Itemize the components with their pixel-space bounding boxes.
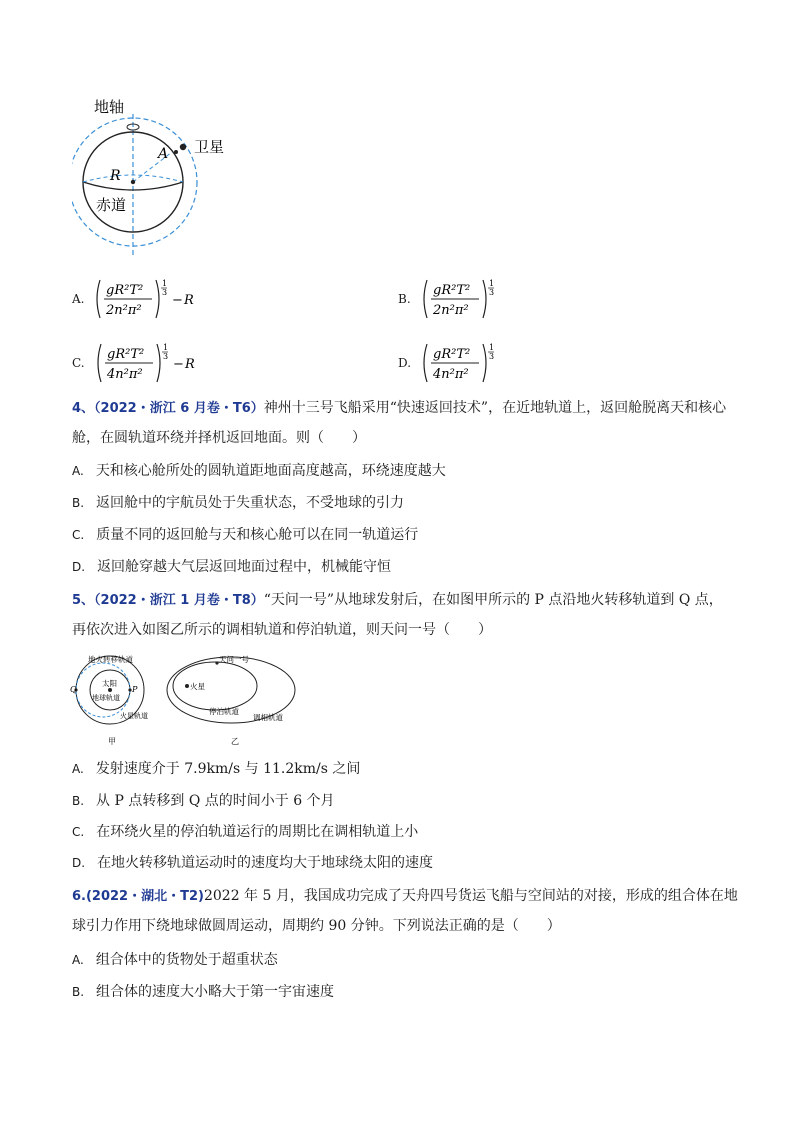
axis-label: 地轴 xyxy=(94,98,125,116)
svg-text:gR²T²: gR²T² xyxy=(433,347,471,362)
q4-choice-d: D. 返回舱穿越大气层返回地面过程中，机械能守恒 xyxy=(72,559,392,575)
svg-text:R: R xyxy=(184,357,195,372)
svg-text:4n²π²: 4n²π² xyxy=(106,367,143,382)
q5-stem-line1: 5、（2022・浙江 1 月卷・T8）“天问一号”从地球发射后，在如图甲所示的 P 点沿地火转移轨道到 Q 点， xyxy=(72,592,723,608)
mars-orbit-figure xyxy=(165,652,305,748)
svg-text:1: 1 xyxy=(488,279,494,288)
point-a-label: A xyxy=(158,146,169,162)
svg-text:4n²π²: 4n²π² xyxy=(433,367,469,382)
svg-text:天问一号: 天问一号 xyxy=(219,655,249,664)
q3-option-d: D. gR²T² 4n²π² 1 3 xyxy=(398,340,507,386)
q5-choice-a: A. 发射速度介于 7.9km/s 与 11.2km/s 之间 xyxy=(72,761,361,777)
svg-text:Q: Q xyxy=(70,685,77,694)
q5-choice-b: B. 从 P 点转移到 Q 点的时间小于 6 个月 xyxy=(72,793,335,809)
caption-jia: 甲 xyxy=(108,737,116,746)
satellite-label: 卫星 xyxy=(194,138,225,156)
q6-stem-line1: 6.(2022・湖北・T2)2022 年 5 月，我国成功完成了天舟四号货运飞船与空间站的对接，形成的组合体在地 xyxy=(72,888,738,904)
caption-yi: 乙 xyxy=(231,737,239,746)
q6-choice-b: B. 组合体的速度大小略大于第一宇宙速度 xyxy=(72,984,335,1000)
svg-text:地球轨道: 地球轨道 xyxy=(92,694,120,702)
q3-option-c-formula xyxy=(95,340,205,386)
q6-source: 6.(2022・湖北・T2) xyxy=(72,889,204,904)
svg-text:3: 3 xyxy=(488,288,494,297)
svg-text:3: 3 xyxy=(162,288,168,297)
q6-choice-a: A. 组合体中的货物处于超重状态 xyxy=(72,952,278,968)
svg-text:1: 1 xyxy=(162,279,168,288)
svg-text:gR²T²: gR²T² xyxy=(106,347,144,362)
q5-choice-d: D. 在地火转移轨道运动时的速度均大于地球绕太阳的速度 xyxy=(72,855,434,871)
svg-text:太阳: 太阳 xyxy=(102,679,117,688)
q3-option-c: C. gR²T² 4n²π² 1 3 − R xyxy=(72,340,205,386)
q4-choice-a: A. 天和核心舱所处的圆轨道距地面高度越高，环绕速度越大 xyxy=(72,463,446,479)
q4-choice-c: C. 质量不同的返回舱与天和核心舱可以在同一轨道运行 xyxy=(72,527,419,543)
svg-text:1: 1 xyxy=(162,343,168,352)
svg-text:gR²T²: gR²T² xyxy=(432,283,470,298)
q5-source: 5、（2022・浙江 1 月卷・T8） xyxy=(72,593,264,608)
svg-text:gR²T²: gR²T² xyxy=(106,283,144,298)
q4-choice-b: B. 返回舱中的宇航员处于失重状态，不受地球的引力 xyxy=(72,495,405,511)
svg-text:R: R xyxy=(184,293,195,308)
svg-text:−: − xyxy=(172,293,184,308)
svg-text:−: − xyxy=(172,357,184,372)
earth-satellite-figure xyxy=(72,94,242,264)
svg-text:火星轨道: 火星轨道 xyxy=(120,712,148,720)
q3-option-b: B. gR²T² 2n²π² 1 3 xyxy=(398,276,507,322)
transfer-orbit-figure xyxy=(70,652,160,748)
q4-stem-line1: 4、（2022・浙江 6 月卷・T6）神州十三号飞船采用“快速返回技术”，在近地轨道上，返回舱脱离天和核心 xyxy=(72,400,727,416)
svg-text:3: 3 xyxy=(489,352,495,361)
svg-text:停泊轨道: 停泊轨道 xyxy=(209,707,239,716)
svg-text:3: 3 xyxy=(162,352,168,361)
q3-option-b-formula xyxy=(421,276,507,322)
svg-text:2n²π²: 2n²π² xyxy=(432,303,469,318)
q5-choice-c: C. 在环绕火星的停泊轨道运行的周期比在调相轨道上小 xyxy=(72,824,419,840)
svg-text:地火转移轨道: 地火转移轨道 xyxy=(88,655,133,664)
q3-option-a: A. gR²T² 2n²π² 1 3 − R xyxy=(72,276,204,322)
svg-text:火星: 火星 xyxy=(190,682,205,691)
radius-label: R xyxy=(110,168,121,184)
svg-text:P: P xyxy=(132,685,138,694)
svg-text:2n²π²: 2n²π² xyxy=(106,303,143,318)
equator-label: 赤道 xyxy=(96,196,127,214)
q3-option-d-formula xyxy=(421,340,507,386)
svg-text:调相轨道: 调相轨道 xyxy=(253,713,283,722)
q6-stem-line2: 球引力作用下绕地球做圆周运动，周期约 90 分钟。下列说法正确的是（ ） xyxy=(72,918,561,934)
q5-stem-line2: 再依次进入如图乙所示的调相轨道和停泊轨道，则天问一号（ ） xyxy=(72,622,492,638)
q3-option-a-formula xyxy=(94,276,204,322)
svg-text:1: 1 xyxy=(489,343,495,352)
q4-stem-line2: 舱，在圆轨道环绕并择机返回地面。则（ ） xyxy=(72,430,366,446)
q4-source: 4、（2022・浙江 6 月卷・T6） xyxy=(72,401,264,416)
